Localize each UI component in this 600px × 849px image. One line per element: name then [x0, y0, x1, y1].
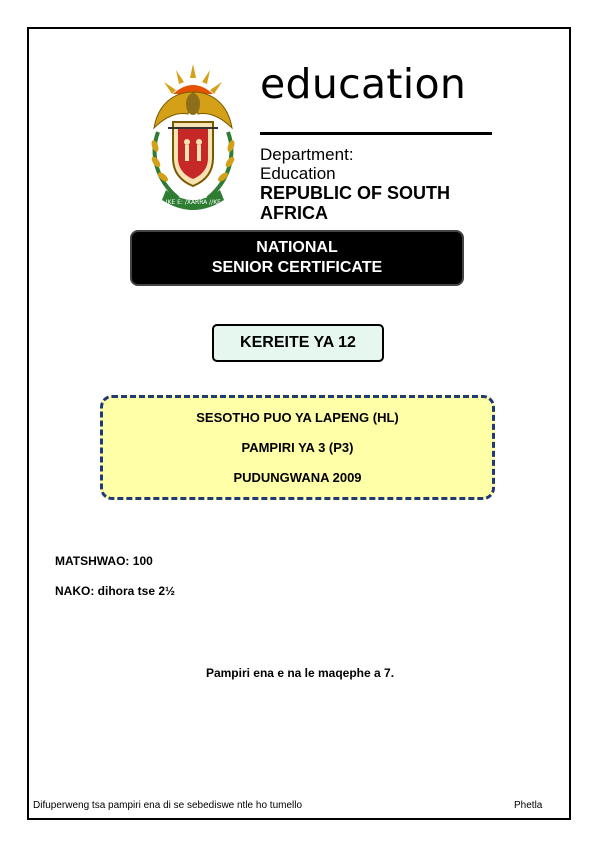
header-block — [118, 52, 518, 223]
department-name: Education — [260, 164, 336, 183]
subject-box — [100, 395, 495, 500]
wordmark-rule — [260, 132, 492, 135]
motto-text: !KE E: /XARRA //KE — [165, 199, 221, 206]
copyright-notice: Difuperweng tsa pampiri ena di se sebediswe ntle ho tumello — [33, 800, 303, 811]
exam-session: PUDUNGWANA 2009 — [233, 470, 362, 485]
total-marks: MATSHWAO: 100 — [55, 554, 153, 568]
grade-box — [212, 324, 384, 362]
certificate-line-2: SENIOR CERTIFICATE — [211, 259, 383, 276]
department-label: Department: — [260, 145, 354, 164]
turn-over-label: Phetla — [514, 800, 543, 811]
certificate-line-1: NATIONAL — [256, 239, 338, 256]
country-name: REPUBLIC OF SOUTH AFRICA — [260, 183, 451, 223]
certificate-banner — [130, 230, 464, 286]
education-wordmark: education — [260, 60, 467, 108]
subject-name: SESOTHO PUO YA LAPENG (HL) — [196, 410, 399, 425]
coat-of-arms-logo — [140, 62, 246, 212]
grade-label: KEREITE YA 12 — [240, 334, 356, 351]
paper-number: PAMPIRI YA 3 (P3) — [241, 440, 354, 455]
exam-duration: NAKO: dihora tse 2½ — [55, 584, 176, 598]
page-count-note: Pampiri ena e na le maqephe a 7. — [205, 666, 395, 680]
